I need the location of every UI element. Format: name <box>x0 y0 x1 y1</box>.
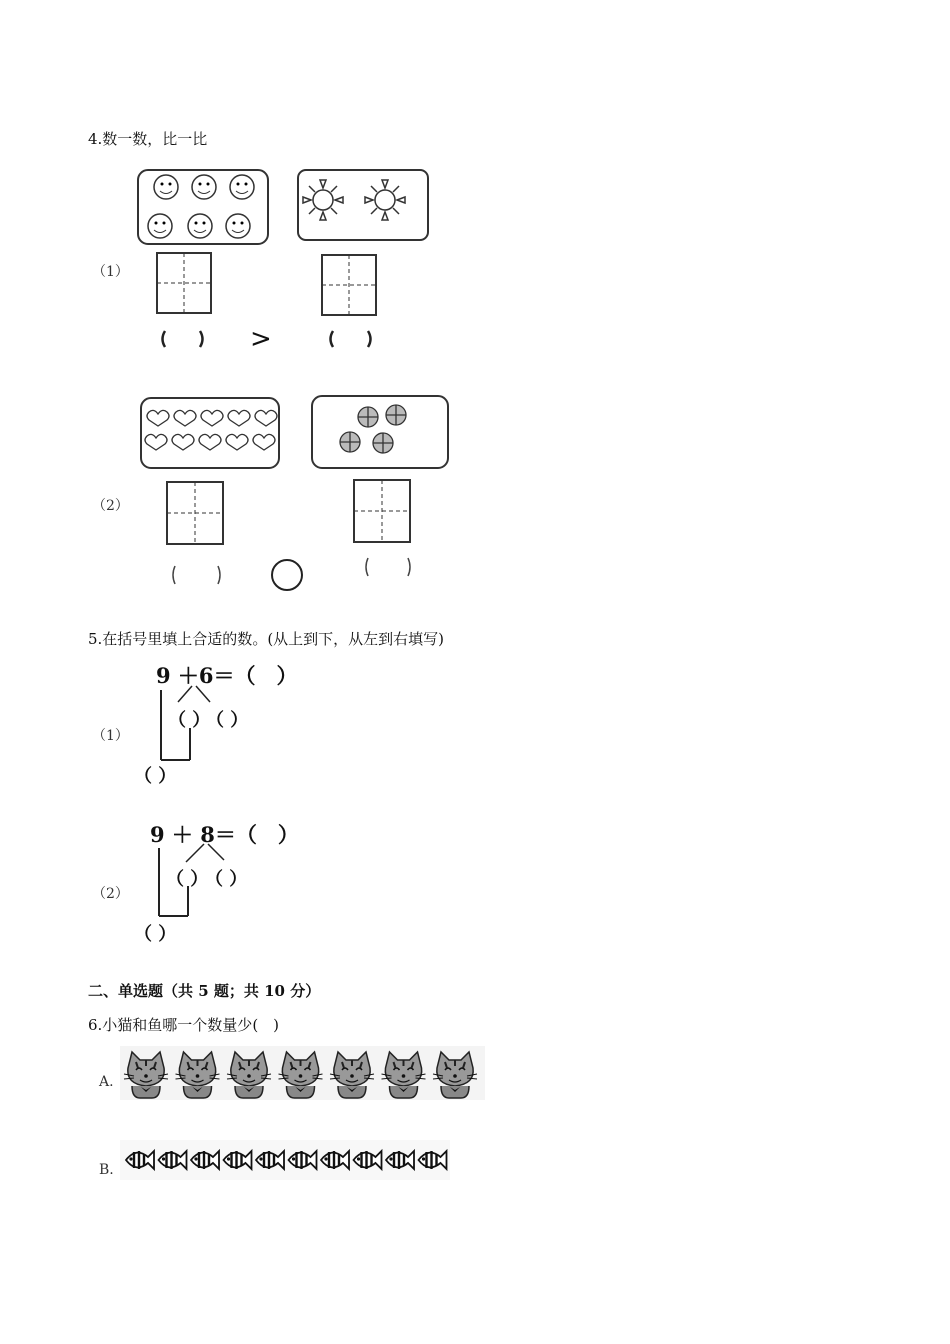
q4-part1-label: （1） <box>92 264 129 280</box>
heart-icon <box>174 410 196 426</box>
q4-title: 4.数一数，比一比 <box>88 130 208 148</box>
q5-part2-paren-a: （ ） <box>166 869 209 890</box>
q6-option-a-cats[interactable] <box>120 1046 485 1100</box>
q5-part2-equation: 9 ＋ 8＝（ ） <box>150 822 299 847</box>
q5-part1-paren-c: （ ） <box>134 766 177 787</box>
q5-part2-label: （2） <box>92 886 129 902</box>
basketball-icon <box>386 405 406 425</box>
basketball-icon <box>358 407 378 427</box>
q5-part1-paren-a: （ ） <box>168 710 211 731</box>
heart-icon <box>145 434 167 450</box>
heart-icon <box>228 410 250 426</box>
smiley-face-icon <box>188 214 212 238</box>
q5-part2-paren-c: （ ） <box>134 924 177 945</box>
smiley-icons <box>148 175 254 238</box>
q6-option-b-fish[interactable] <box>120 1140 450 1180</box>
heart-icon <box>226 434 248 450</box>
heart-icon <box>172 434 194 450</box>
smiley-face-icon <box>226 214 250 238</box>
heart-icon <box>201 410 223 426</box>
answer-grid-left-2 <box>167 482 223 544</box>
section2-heading: 二、单选题（共 5 题；共 10 分） <box>88 982 321 1000</box>
sun-icon <box>365 180 405 220</box>
heart-box <box>141 398 279 468</box>
q4-part2-label: （2） <box>92 498 129 514</box>
q5-part1-label: （1） <box>92 728 129 744</box>
smiley-face-icon <box>154 175 178 199</box>
q5-title: 5.在括号里填上合适的数。(从上到下，从左到右填写) <box>88 630 445 648</box>
q5-part1-equation: 9 ＋6＝（ ） <box>156 663 298 688</box>
basketball-icon <box>373 433 393 453</box>
sun-icon <box>303 180 343 220</box>
q6-option-b-label[interactable]: B. <box>99 1162 114 1178</box>
q4-part1-figure <box>130 155 450 355</box>
compare-circle <box>272 560 302 590</box>
sun-box <box>298 170 428 240</box>
q5-part1-paren-b: （ ） <box>206 710 249 731</box>
smiley-face-icon <box>148 214 172 238</box>
heart-icon <box>147 410 169 426</box>
smiley-face-icon <box>230 175 254 199</box>
answer-grid-left <box>157 253 211 313</box>
heart-icon <box>255 410 277 426</box>
heart-icon <box>199 434 221 450</box>
q6-title: 6.小猫和鱼哪一个数量少( ) <box>88 1016 280 1034</box>
answer-grid-right-2 <box>354 480 410 542</box>
smiley-face-icon <box>192 175 216 199</box>
ball-box <box>312 396 448 468</box>
q4-part1-relation: > <box>250 324 272 354</box>
q6-option-a-label[interactable]: A. <box>99 1074 114 1090</box>
answer-grid-right <box>322 255 376 315</box>
heart-icon <box>253 434 275 450</box>
basketball-icon <box>340 432 360 452</box>
q4-part2-figure <box>130 390 460 600</box>
q5-part2-paren-b: （ ） <box>205 869 248 890</box>
